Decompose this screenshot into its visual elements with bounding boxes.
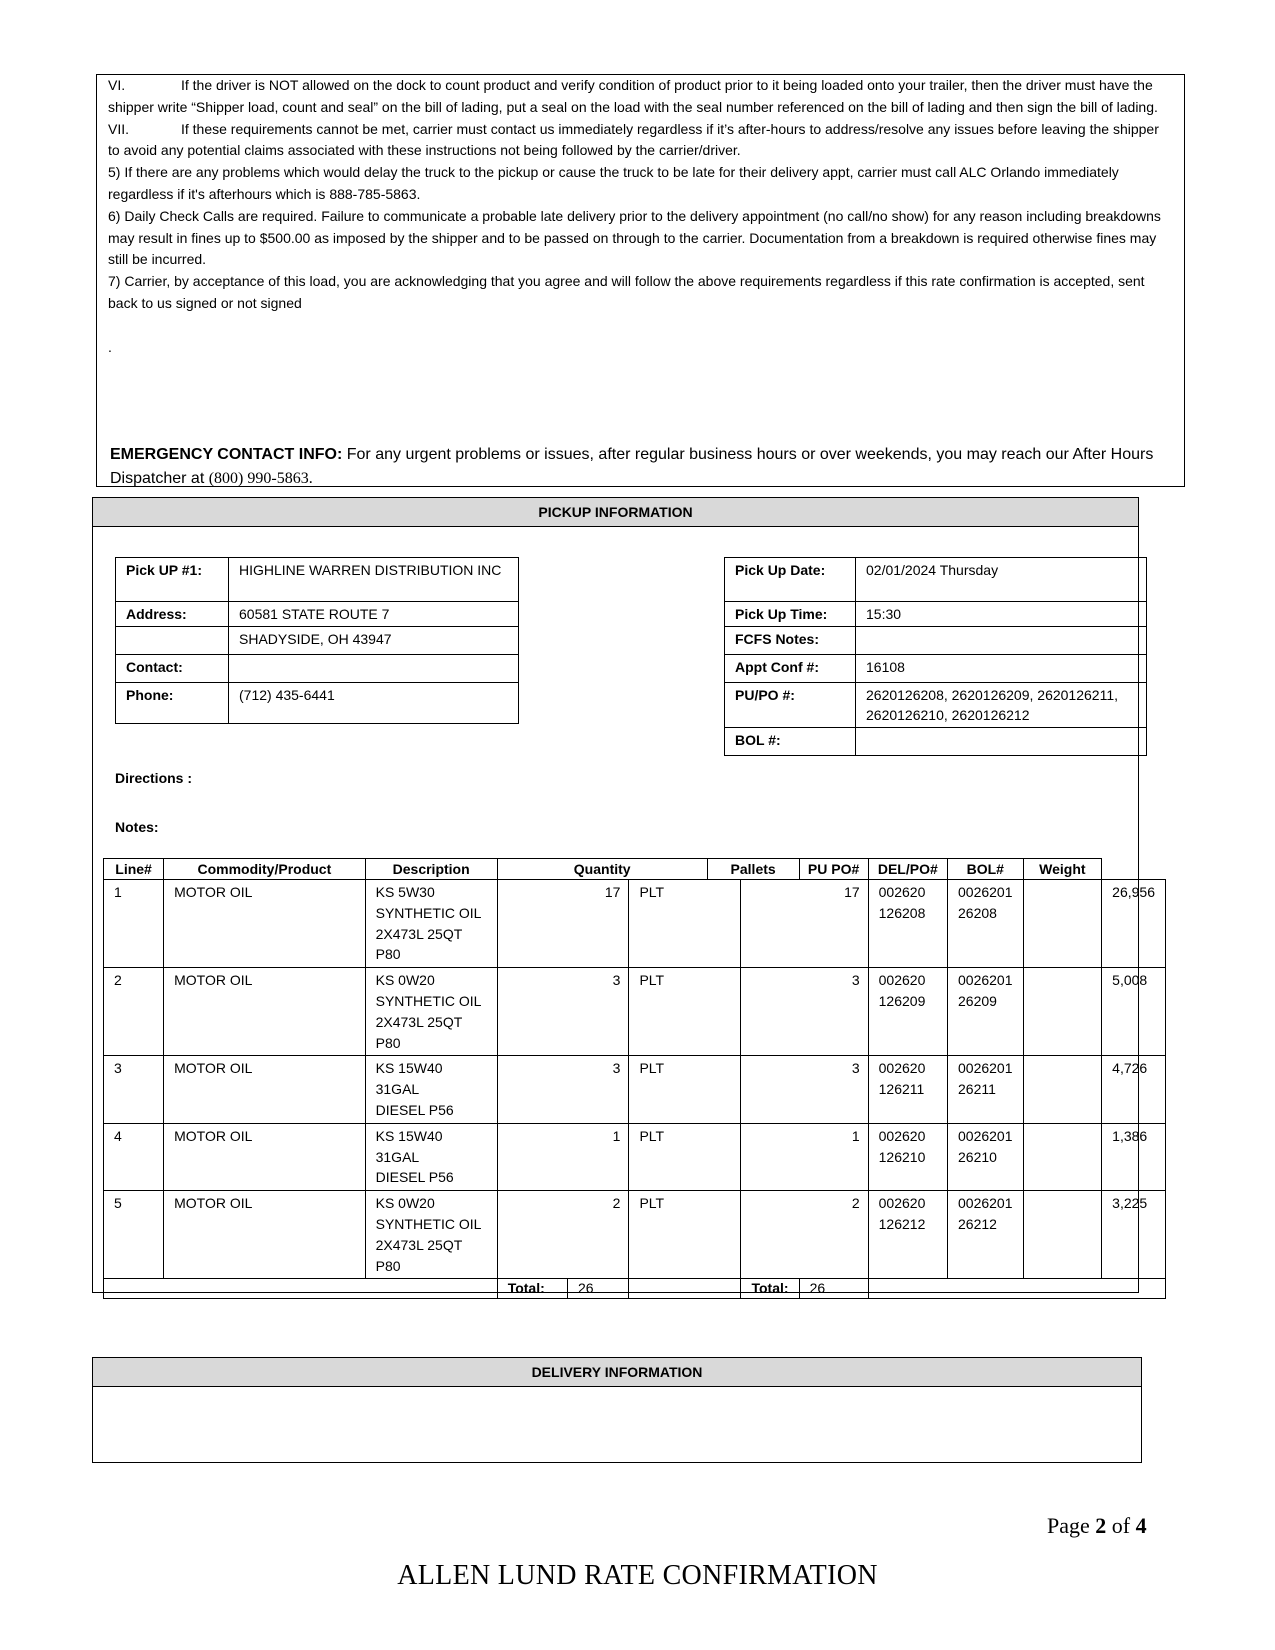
pu-po xyxy=(868,1191,947,1279)
page-prefix: Page xyxy=(1047,1513,1096,1538)
term-item-6: 6) Daily Check Calls are required. Failure to communicate a probable late delivery prior to the delivery appointment (no call/no show) for any reason including breakdowns may result in fines up to $500.00 as imposed by the shipper and to be passed on through to the carrier. Documentation from a breakdown is required otherwise fines may still be incurred. xyxy=(108,207,1161,268)
del-po-part: 26209 xyxy=(958,992,997,1009)
pu-po-part: 002620 xyxy=(878,1195,926,1212)
commodity: MOTOR OIL xyxy=(164,880,365,968)
col-line: Line# xyxy=(104,859,164,880)
description-line: DIESEL P56 xyxy=(375,1101,454,1118)
commodity: MOTOR OIL xyxy=(164,1123,365,1190)
del-po-part: 0026201 xyxy=(958,972,1013,989)
description-line: KS 15W40 31GAL xyxy=(375,1127,443,1165)
pu-po-part: 126212 xyxy=(878,1215,926,1232)
bol xyxy=(1023,1123,1102,1190)
del-po xyxy=(948,1123,1024,1190)
pu-po-part: 126210 xyxy=(878,1148,926,1165)
quantity: 2 xyxy=(497,1191,629,1279)
description xyxy=(365,1056,497,1123)
address-row-2 xyxy=(116,627,519,655)
quantity-total-blank xyxy=(629,1279,741,1299)
page-total: 4 xyxy=(1135,1513,1147,1538)
delivery-section xyxy=(92,1357,1142,1463)
del-po-part: 0026201 xyxy=(958,884,1013,900)
pickup-num-value: HIGHLINE WARREN DISTRIBUTION INC xyxy=(229,558,519,602)
del-po xyxy=(948,968,1024,1056)
emergency-label: EMERGENCY CONTACT INFO: xyxy=(110,446,343,463)
pallets-total-label: Total: xyxy=(741,1279,799,1299)
pickup-schedule-table xyxy=(724,557,1147,756)
pallets: 17 xyxy=(741,880,868,968)
pu-po-row xyxy=(725,683,1147,728)
document-title: ALLEN LUND RATE CONFIRMATION xyxy=(397,1560,878,1591)
commodity: MOTOR OIL xyxy=(164,1191,365,1279)
delivery-header: DELIVERY INFORMATION xyxy=(93,1358,1141,1387)
line-number: 3 xyxy=(104,1056,164,1123)
terms-box xyxy=(96,74,1185,487)
contact-label: Contact: xyxy=(116,655,229,683)
commodity: MOTOR OIL xyxy=(164,968,365,1056)
pickup-date-label: Pick Up Date: xyxy=(725,558,856,602)
description-line: KS 5W30 xyxy=(375,884,435,900)
col-pallets: Pallets xyxy=(707,859,799,880)
emergency-text: For any urgent problems or issues, after regular business hours or over weekends, you may reach our After Hours Dispatcher at xyxy=(110,446,1154,487)
description xyxy=(365,1123,497,1190)
description-line: KS 0W20 xyxy=(375,1195,435,1212)
bol-value xyxy=(856,728,1147,756)
pallets: 2 xyxy=(741,1191,868,1279)
description-line: SYNTHETIC OIL xyxy=(375,904,482,921)
col-bol: BOL# xyxy=(948,859,1024,880)
quantity-unit: PLT xyxy=(629,1191,741,1279)
contact-value xyxy=(229,655,519,683)
bol xyxy=(1023,1191,1102,1279)
description-line: SYNTHETIC OIL xyxy=(375,992,482,1009)
notes-label: Notes: xyxy=(115,819,159,835)
fcfs-value xyxy=(856,627,1147,655)
col-del-po: DEL/PO# xyxy=(868,859,947,880)
pu-po-label: PU/PO #: xyxy=(725,683,856,728)
col-weight: Weight xyxy=(1023,859,1102,880)
directions-label: Directions : xyxy=(115,770,193,786)
description-line: P80 xyxy=(375,1257,401,1274)
pickup-date-value: 02/01/2024 Thursday xyxy=(856,558,1147,602)
pickup-num-label: Pick UP #1: xyxy=(116,558,229,602)
term-item-5: 5) If there are any problems which would delay the truck to the pickup or cause the truck to be late for their delivery appt, carrier must call ALC Orlando immediately regardless if it's afterhours which is 888-785-5863. xyxy=(108,164,1119,202)
del-po-part: 26208 xyxy=(958,904,997,921)
table-row xyxy=(104,1056,1166,1123)
del-po-part: 26210 xyxy=(958,1148,997,1165)
line-number: 4 xyxy=(104,1123,164,1190)
pickup-time-value: 15:30 xyxy=(856,602,1147,627)
commodity: MOTOR OIL xyxy=(164,1056,365,1123)
pickup-time-label: Pick Up Time: xyxy=(725,602,856,627)
emergency-end: . xyxy=(308,470,313,487)
pu-po xyxy=(868,968,947,1056)
totals-trailing xyxy=(868,1279,1165,1299)
line-number: 5 xyxy=(104,1191,164,1279)
page-current: 2 xyxy=(1095,1513,1107,1538)
pickup-section xyxy=(92,497,1155,1297)
weight: 4,726 xyxy=(1102,1056,1166,1123)
pallets: 1 xyxy=(741,1123,868,1190)
address-line1: 60581 STATE ROUTE 7 xyxy=(229,602,519,627)
quantity-unit: PLT xyxy=(629,968,741,1056)
pallets-total-value: 26 xyxy=(799,1279,868,1299)
description-line: SYNTHETIC OIL xyxy=(375,1215,482,1232)
description xyxy=(365,968,497,1056)
pickup-date-row xyxy=(725,558,1147,602)
weight: 3,225 xyxy=(1102,1191,1166,1279)
pickup-num-row xyxy=(116,558,519,602)
pu-po xyxy=(868,880,947,968)
description-line: P80 xyxy=(375,946,401,963)
term-vii-number: VII. xyxy=(108,120,130,137)
pu-po-part: 002620 xyxy=(878,1127,926,1144)
description-line: KS 0W20 xyxy=(375,972,435,989)
line-number: 1 xyxy=(104,880,164,968)
quantity: 3 xyxy=(497,968,629,1056)
description-line: DIESEL P56 xyxy=(375,1169,454,1186)
table-row xyxy=(104,880,1166,968)
term-vi-text: If the driver is NOT allowed on the dock to count product and verify condition of product prior to it being loaded onto your trailer, then the driver must have the shipper write “Shipper load, count and seal” on the bill of lading, put a seal on the load with the seal number referenced on the bill of lading and then sign the bill of lading. xyxy=(108,77,1158,115)
table-row xyxy=(104,1123,1166,1190)
pickup-time-row xyxy=(725,602,1147,627)
col-description: Description xyxy=(365,859,497,880)
del-po xyxy=(948,1191,1024,1279)
term-vii-text: If these requirements cannot be met, carrier must contact us immediately regardless if it’s after-hours to address/resolve any issues before leaving the shipper to avoid any potential claims associated with these instructions not being followed by the carrier/driver. xyxy=(108,120,1159,159)
contact-row xyxy=(116,655,519,683)
quantity-unit: PLT xyxy=(629,1123,741,1190)
del-po xyxy=(948,880,1024,968)
quantity-unit: PLT xyxy=(629,880,741,968)
pu-po-part: 002620 xyxy=(878,972,926,989)
line-number: 2 xyxy=(104,968,164,1056)
pu-po xyxy=(868,1123,947,1190)
del-po-part: 0026201 xyxy=(958,1127,1013,1144)
term-item-7: 7) Carrier, by acceptance of this load, you are acknowledging that you agree and will follow the above requirements regardless if this rate confirmation is accepted, sent back to us signed or not signed xyxy=(108,273,1145,311)
pallets: 3 xyxy=(741,968,868,1056)
pu-po-part: 002620 xyxy=(878,1060,926,1077)
pu-po-part: 002620 xyxy=(878,884,926,900)
phone-value: (712) 435-6441 xyxy=(229,683,519,724)
quantity: 3 xyxy=(497,1056,629,1123)
phone-label: Phone: xyxy=(116,683,229,724)
pu-po-part: 126209 xyxy=(878,992,926,1009)
weight: 26,956 xyxy=(1102,880,1166,968)
term-vi-number: VI. xyxy=(108,77,126,93)
quantity-unit: PLT xyxy=(629,1056,741,1123)
quantity: 1 xyxy=(497,1123,629,1190)
del-po-part: 26212 xyxy=(958,1215,997,1232)
del-po xyxy=(948,1056,1024,1123)
table-row xyxy=(104,1191,1166,1279)
bol-row xyxy=(725,728,1147,756)
quantity: 17 xyxy=(497,880,629,968)
pallets: 3 xyxy=(741,1056,868,1123)
page-number xyxy=(1047,1513,1147,1539)
phone-row xyxy=(116,683,519,724)
pu-po-value: 2620126208, 2620126209, 2620126211, 2620126210, 2620126212 xyxy=(856,683,1147,728)
commodity-table xyxy=(103,858,1166,1299)
bol xyxy=(1023,880,1102,968)
weight: 1,386 xyxy=(1102,1123,1166,1190)
table-row xyxy=(104,968,1166,1056)
bol xyxy=(1023,968,1102,1056)
quantity-total-label: Total: xyxy=(497,1279,567,1299)
pu-po-part: 126208 xyxy=(878,904,926,921)
pickup-header: PICKUP INFORMATION xyxy=(93,498,1138,527)
pickup-location-table xyxy=(115,557,519,724)
term-vi xyxy=(108,75,1172,119)
description-line: 2X473L 25QT xyxy=(375,925,463,942)
fcfs-row xyxy=(725,627,1147,655)
fcfs-label: FCFS Notes: xyxy=(725,627,856,655)
emergency-contact xyxy=(110,443,1170,491)
table-header-row xyxy=(104,859,1166,880)
weight: 5,008 xyxy=(1102,968,1166,1056)
term-dot: . xyxy=(108,338,112,355)
del-po-part: 26211 xyxy=(958,1081,996,1098)
del-po-part: 0026201 xyxy=(958,1195,1013,1212)
description-line: 2X473L 25QT xyxy=(375,1013,463,1030)
appt-conf-row xyxy=(725,655,1147,683)
appt-conf-label: Appt Conf #: xyxy=(725,655,856,683)
col-pu-po: PU PO# xyxy=(799,859,868,880)
address-line2: SHADYSIDE, OH 43947 xyxy=(229,627,519,655)
address-row xyxy=(116,602,519,627)
bol xyxy=(1023,1056,1102,1123)
address-label-blank xyxy=(116,627,229,655)
pu-po xyxy=(868,1056,947,1123)
quantity-total-value: 26 xyxy=(567,1279,629,1299)
description xyxy=(365,1191,497,1279)
col-quantity: Quantity xyxy=(497,859,707,880)
del-po-part: 0026201 xyxy=(958,1060,1013,1077)
emergency-phone: (800) 990-5863 xyxy=(208,470,309,487)
totals-spacer xyxy=(104,1279,498,1299)
description-line: KS 15W40 31GAL xyxy=(375,1060,443,1098)
page-of: of xyxy=(1106,1513,1136,1538)
pu-po-part: 126211 xyxy=(878,1081,925,1098)
description-line: P80 xyxy=(375,1034,401,1051)
address-label: Address: xyxy=(116,602,229,627)
bol-label: BOL #: xyxy=(725,728,856,756)
description xyxy=(365,880,497,968)
description-line: 2X473L 25QT xyxy=(375,1236,463,1253)
col-commodity: Commodity/Product xyxy=(164,859,365,880)
appt-conf-value: 16108 xyxy=(856,655,1147,683)
term-vii xyxy=(108,119,1172,163)
totals-row xyxy=(104,1279,1166,1299)
